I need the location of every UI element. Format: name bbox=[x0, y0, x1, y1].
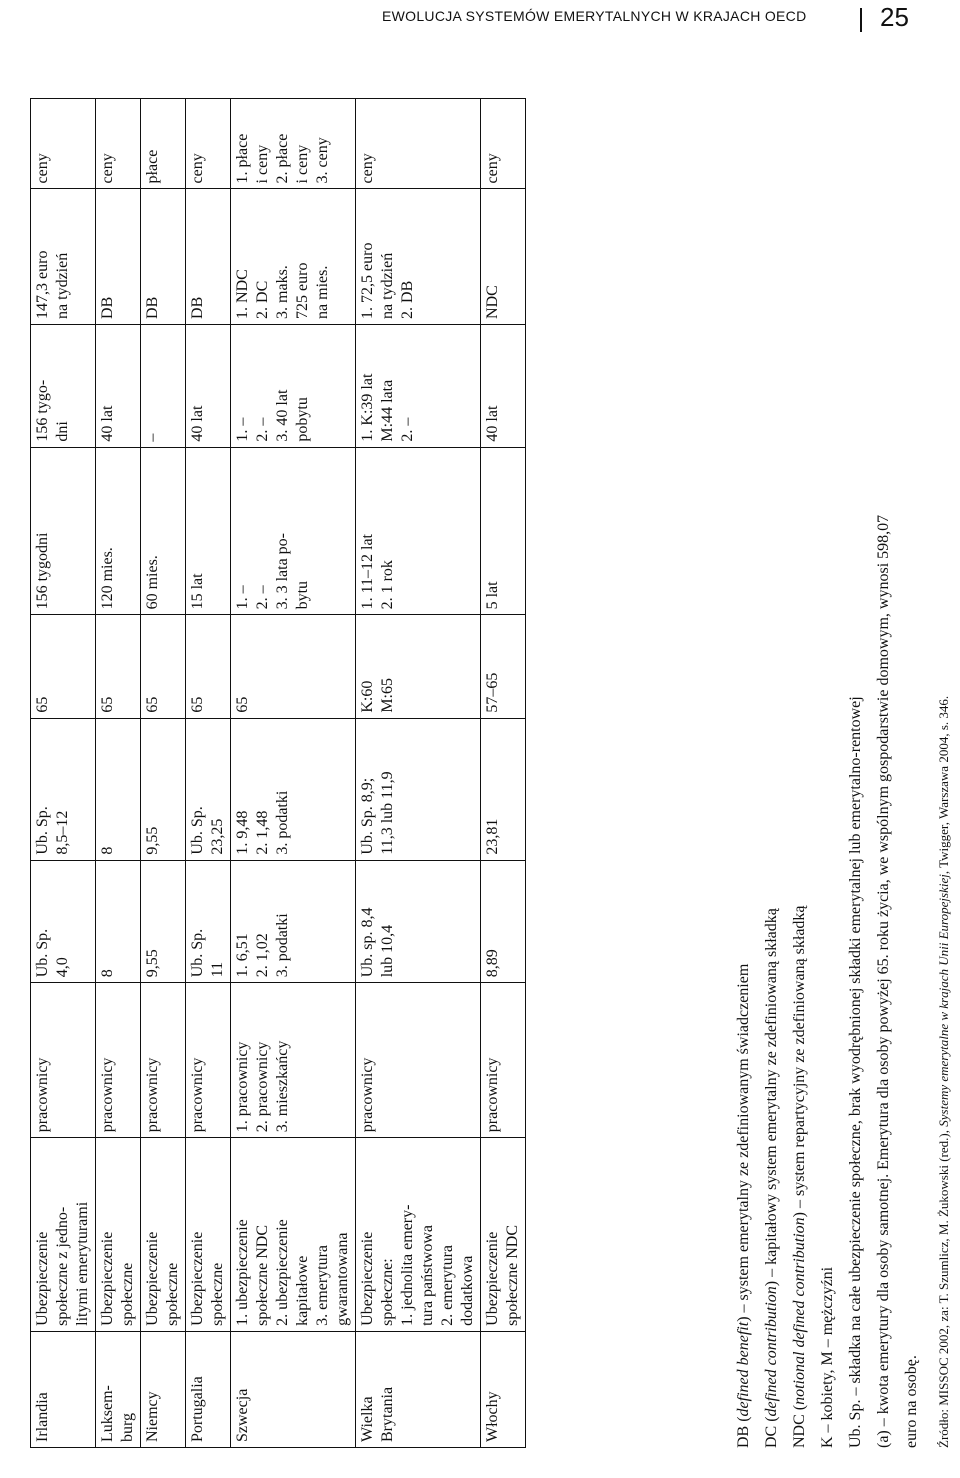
table-cell-age bbox=[31, 615, 96, 718]
cell-text: 156 tygo- bbox=[34, 379, 51, 442]
table-cell-country bbox=[96, 1331, 141, 1447]
cell-text: pracownicy bbox=[34, 1057, 51, 1133]
table-cell-country bbox=[31, 1331, 96, 1447]
cell-text: 1. pracownicy bbox=[234, 1041, 251, 1133]
cell-text: tura państwowa bbox=[419, 1224, 436, 1326]
cell-text: lub 10,4 bbox=[379, 924, 396, 978]
cell-text: 3. maks. bbox=[274, 265, 291, 319]
table-notes bbox=[730, 98, 958, 1448]
cell-text: 1. K:39 lat bbox=[359, 373, 376, 442]
cell-text: na tydzień bbox=[54, 252, 71, 319]
cell-text: społeczne NDC bbox=[504, 1224, 521, 1326]
table-cell-c1 bbox=[481, 860, 526, 983]
cell-text: społeczne: bbox=[379, 1258, 396, 1326]
cell-text: 2. 1,48 bbox=[254, 810, 271, 855]
table-cell-type bbox=[481, 1138, 526, 1332]
cell-text: Ubezpieczenie bbox=[484, 1231, 501, 1326]
table-cell-age bbox=[186, 615, 231, 718]
cell-text: 1. jednolita emery- bbox=[399, 1204, 416, 1326]
table-cell-c2 bbox=[231, 718, 356, 860]
table-row bbox=[186, 99, 231, 1448]
cell-text: pracownicy bbox=[99, 1057, 116, 1133]
cell-text: 23,81 bbox=[484, 818, 501, 855]
table-cell-age bbox=[231, 615, 356, 718]
cell-text: 2. płace bbox=[274, 133, 291, 184]
cell-text: 8,89 bbox=[484, 949, 501, 978]
cell-text: płace bbox=[144, 149, 161, 184]
cell-text: pracownicy bbox=[144, 1057, 161, 1133]
cell-text: 40 lat bbox=[484, 405, 501, 442]
cell-text: Ubezpieczenie bbox=[144, 1231, 161, 1326]
cell-text: M:65 bbox=[379, 678, 396, 713]
cell-text: 65 bbox=[189, 696, 206, 713]
cell-text: 57–65 bbox=[484, 672, 501, 713]
note-db-text: – system emerytalny ze zdefiniowanym świadczeniem bbox=[735, 963, 752, 1317]
cell-text: 3. mieszkańcy bbox=[274, 1040, 291, 1133]
cell-text: ceny bbox=[359, 153, 376, 184]
cell-text: na mies. bbox=[314, 265, 331, 319]
table-cell-c2 bbox=[481, 718, 526, 860]
table-cell-c1 bbox=[356, 860, 481, 983]
cell-text: NDC bbox=[484, 285, 501, 319]
cell-text: 3. 3 lata po- bbox=[274, 532, 291, 610]
running-header bbox=[0, 2, 960, 32]
cell-text: 147,3 euro bbox=[34, 250, 51, 319]
cell-text: pobytu bbox=[294, 397, 311, 442]
table-cell-type bbox=[231, 1138, 356, 1332]
cell-text: ceny bbox=[189, 153, 206, 184]
table-cell-index bbox=[31, 99, 96, 189]
table-cell-index bbox=[186, 99, 231, 189]
cell-text: Ub. Sp. bbox=[34, 806, 51, 855]
note-a-line2: euro na osobę. bbox=[903, 1355, 920, 1448]
cell-text: 11,3 lub 11,9 bbox=[379, 771, 396, 855]
cell-text: 120 mies. bbox=[99, 547, 116, 610]
cell-text: społeczne bbox=[209, 1262, 226, 1326]
cell-text: Ubezpieczenie bbox=[359, 1231, 376, 1326]
source-note bbox=[930, 98, 958, 1448]
cell-text: 15 lat bbox=[189, 573, 206, 610]
cell-text: 3. podatki bbox=[274, 790, 291, 855]
note-dc-term: defined contribution bbox=[763, 1286, 780, 1417]
table-cell-age bbox=[481, 615, 526, 718]
cell-text: 156 tygodni bbox=[34, 532, 51, 610]
cell-text: 11 bbox=[209, 961, 226, 978]
table-cell-p1 bbox=[96, 447, 141, 615]
cell-text: 1. 9,48 bbox=[234, 810, 251, 855]
cell-text: na tydzień bbox=[379, 252, 396, 319]
cell-text: Ub. sp. 8,4 bbox=[359, 907, 376, 978]
table-cell-p2 bbox=[356, 324, 481, 447]
note-ndc: NDC (notional defined contribution) – system repartycyjny ze zdefiniowaną składką bbox=[791, 905, 808, 1448]
table-cell-p2 bbox=[141, 324, 186, 447]
cell-text: i ceny bbox=[254, 144, 271, 184]
cell-text: 65 bbox=[234, 696, 251, 713]
note-db: DB (defined benefit) – system emerytalny ze zdefiniowanym świadczeniem bbox=[735, 963, 752, 1448]
table-cell-country bbox=[141, 1331, 186, 1447]
cell-text: 1. płace bbox=[234, 133, 251, 184]
cell-text: 2. DB bbox=[399, 280, 416, 319]
table-cell-type bbox=[31, 1138, 96, 1332]
cell-text: Luksem- bbox=[99, 1385, 116, 1442]
table-cell-form bbox=[186, 189, 231, 325]
table-cell-age bbox=[96, 615, 141, 718]
rotated-content bbox=[30, 98, 951, 1448]
note-km: K – kobiety, M – mężczyźni bbox=[819, 1266, 836, 1448]
table-cell-form bbox=[96, 189, 141, 325]
table-cell-p2 bbox=[186, 324, 231, 447]
pension-systems-table bbox=[30, 98, 526, 1448]
table-cell-payers bbox=[186, 983, 231, 1138]
cell-text: dodatkowa bbox=[459, 1255, 476, 1326]
table-cell-type bbox=[141, 1138, 186, 1332]
table-cell-p1 bbox=[31, 447, 96, 615]
cell-text: 8,5–12 bbox=[54, 810, 71, 855]
table-body bbox=[31, 99, 526, 1448]
cell-text: 40 lat bbox=[189, 405, 206, 442]
cell-text: Portugalia bbox=[189, 1376, 206, 1442]
cell-text: 2. 1 rok bbox=[379, 560, 396, 610]
table-row bbox=[141, 99, 186, 1448]
cell-text: DB bbox=[189, 296, 206, 319]
table-row bbox=[231, 99, 356, 1448]
table-cell-form bbox=[141, 189, 186, 325]
note-db-term: defined benefit bbox=[735, 1321, 752, 1417]
header-rule bbox=[860, 8, 862, 32]
table-cell-country bbox=[231, 1331, 356, 1447]
cell-text: gwarantowana bbox=[334, 1232, 351, 1326]
cell-text: 2. – bbox=[254, 417, 271, 442]
cell-text: 2. 1,02 bbox=[254, 933, 271, 978]
cell-text: społeczne z jedno- bbox=[54, 1206, 71, 1326]
cell-text: 2. – bbox=[254, 585, 271, 610]
table-cell-p2 bbox=[231, 324, 356, 447]
cell-text: społeczne bbox=[119, 1262, 136, 1326]
note-ndc-text: – system repartycyjny ze zdefiniowaną składką bbox=[791, 905, 808, 1213]
cell-text: ceny bbox=[484, 153, 501, 184]
table-cell-c1 bbox=[186, 860, 231, 983]
table-cell-form bbox=[231, 189, 356, 325]
table-cell-index bbox=[231, 99, 356, 189]
cell-text: Brytania bbox=[379, 1386, 396, 1442]
table-cell-c2 bbox=[31, 718, 96, 860]
note-ubsp: Ub. Sp. – składka na całe ubezpieczenie społeczne, brak wyodrębnionej składki emerytalnej lub emerytalno-rentowej bbox=[847, 696, 864, 1448]
cell-text: 23,25 bbox=[209, 818, 226, 855]
table-cell-c2 bbox=[186, 718, 231, 860]
table-cell-type bbox=[186, 1138, 231, 1332]
table-cell-country bbox=[481, 1331, 526, 1447]
table-cell-c1 bbox=[96, 860, 141, 983]
table-cell-p1 bbox=[141, 447, 186, 615]
cell-text: DB bbox=[99, 296, 116, 319]
cell-text: 2. emerytura bbox=[439, 1244, 456, 1326]
cell-text: 4,0 bbox=[54, 957, 71, 978]
cell-text: 40 lat bbox=[99, 405, 116, 442]
table-cell-c1 bbox=[31, 860, 96, 983]
cell-text: 8 bbox=[99, 969, 116, 978]
table-cell-c2 bbox=[141, 718, 186, 860]
cell-text: Szwecja bbox=[234, 1388, 251, 1442]
cell-text: Irlandia bbox=[34, 1392, 51, 1442]
cell-text: społeczne bbox=[164, 1262, 181, 1326]
cell-text: Ubezpieczenie bbox=[189, 1231, 206, 1326]
cell-text: 1. ubezpieczenie bbox=[234, 1219, 251, 1326]
cell-text: bytu bbox=[294, 580, 311, 610]
note-a-line1: (a) – kwota emerytury dla osoby samotnej. Emerytura dla osoby powyżej 65. roku życia, we wspólnym gospodarstwie domowym, wynosi 598,07 bbox=[875, 514, 892, 1448]
cell-text: Ub. Sp. 8,9; bbox=[359, 777, 376, 855]
cell-text: Ub. Sp. bbox=[189, 928, 206, 978]
cell-text: DB bbox=[144, 296, 161, 319]
cell-text: pracownicy bbox=[359, 1057, 376, 1133]
cell-text: społeczne NDC bbox=[254, 1224, 271, 1326]
cell-text: Niemcy bbox=[144, 1391, 161, 1442]
table-cell-c2 bbox=[96, 718, 141, 860]
cell-text: 2. DC bbox=[254, 280, 271, 319]
cell-text: 9,55 bbox=[144, 949, 161, 978]
cell-text: Wielka bbox=[359, 1396, 376, 1442]
cell-text: 725 euro bbox=[294, 262, 311, 319]
table-cell-c1 bbox=[231, 860, 356, 983]
note-ndc-term: notional defined contribution bbox=[791, 1217, 808, 1405]
source-prefix: Źródło: MISSOC 2002, za: T. Szumlicz, M. Żukowski (red.), bbox=[936, 1126, 951, 1448]
table-row bbox=[31, 99, 96, 1448]
cell-text: 2. pracownicy bbox=[254, 1041, 271, 1133]
table-cell-country bbox=[356, 1331, 481, 1447]
cell-text: 1. NDC bbox=[234, 269, 251, 319]
cell-text: Ub. Sp. bbox=[34, 928, 51, 978]
cell-text: pracownicy bbox=[189, 1057, 206, 1133]
table-cell-p2 bbox=[31, 324, 96, 447]
cell-text: 8 bbox=[99, 846, 116, 855]
table-cell-type bbox=[96, 1138, 141, 1332]
cell-text: 3. ceny bbox=[314, 137, 331, 184]
cell-text: ceny bbox=[99, 153, 116, 184]
page-number: 25 bbox=[880, 2, 909, 32]
cell-text: 1. – bbox=[234, 585, 251, 610]
table-cell-payers bbox=[481, 983, 526, 1138]
cell-text: i ceny bbox=[294, 144, 311, 184]
table-cell-p1 bbox=[186, 447, 231, 615]
cell-text: 65 bbox=[144, 696, 161, 713]
table-cell-index bbox=[481, 99, 526, 189]
table-cell-index bbox=[96, 99, 141, 189]
table-cell-payers bbox=[141, 983, 186, 1138]
cell-text: M:44 lata bbox=[379, 379, 396, 442]
cell-text: burg bbox=[119, 1412, 136, 1442]
table-cell-form bbox=[31, 189, 96, 325]
cell-text: 1. – bbox=[234, 417, 251, 442]
table-row bbox=[481, 99, 526, 1448]
table-cell-payers bbox=[356, 983, 481, 1138]
note-dc: DC (defined contribution) – kapitałowy system emerytalny ze zdefiniowaną składką bbox=[763, 908, 780, 1448]
cell-text: 1. 6,51 bbox=[234, 933, 251, 978]
cell-text: litymi emeryturami bbox=[74, 1201, 91, 1326]
table-row bbox=[356, 99, 481, 1448]
table-cell-payers bbox=[31, 983, 96, 1138]
cell-text: 9,55 bbox=[144, 826, 161, 855]
cell-text: ceny bbox=[34, 153, 51, 184]
table-cell-p2 bbox=[481, 324, 526, 447]
table-cell-p1 bbox=[481, 447, 526, 615]
table-cell-form bbox=[356, 189, 481, 325]
cell-text: 2. – bbox=[399, 417, 416, 442]
cell-text: – bbox=[144, 433, 161, 442]
cell-text: Ubezpieczenie bbox=[34, 1231, 51, 1326]
cell-text: K:60 bbox=[359, 680, 376, 713]
cell-text: Włochy bbox=[484, 1391, 501, 1442]
table-cell-p1 bbox=[231, 447, 356, 615]
table-cell-type bbox=[356, 1138, 481, 1332]
cell-text: 60 mies. bbox=[144, 555, 161, 610]
table-row bbox=[96, 99, 141, 1448]
table-cell-country bbox=[186, 1331, 231, 1447]
cell-text: pracownicy bbox=[484, 1057, 501, 1133]
cell-text: Ubezpieczenie bbox=[99, 1231, 116, 1326]
cell-text: 1. 72,5 euro bbox=[359, 242, 376, 319]
table-cell-age bbox=[356, 615, 481, 718]
note-dc-text: – kapitałowy system emerytalny ze zdefiniowaną składką bbox=[763, 908, 780, 1281]
table-cell-index bbox=[141, 99, 186, 189]
table-cell-index bbox=[356, 99, 481, 189]
cell-text: 3. podatki bbox=[274, 913, 291, 978]
table-cell-age bbox=[141, 615, 186, 718]
cell-text: kapitałowe bbox=[294, 1255, 311, 1326]
cell-text: dni bbox=[54, 421, 71, 442]
table-cell-payers bbox=[96, 983, 141, 1138]
cell-text: 3. 40 lat bbox=[274, 389, 291, 442]
table-cell-c1 bbox=[141, 860, 186, 983]
source-title: Systemy emerytalne w krajach Unii Europejskiej bbox=[936, 874, 951, 1127]
table-cell-form bbox=[481, 189, 526, 325]
cell-text: 5 lat bbox=[484, 581, 501, 610]
table-cell-p1 bbox=[356, 447, 481, 615]
cell-text: 65 bbox=[34, 696, 51, 713]
cell-text: 65 bbox=[99, 696, 116, 713]
source-suffix: , Twigger, Warszawa 2004, s. 346. bbox=[936, 695, 951, 875]
cell-text: 1. 11–12 lat bbox=[359, 534, 376, 610]
cell-text: 3. emerytura bbox=[314, 1244, 331, 1326]
cell-text: Ub. Sp. bbox=[189, 806, 206, 855]
table-cell-payers bbox=[231, 983, 356, 1138]
table-cell-c2 bbox=[356, 718, 481, 860]
table-cell-p2 bbox=[96, 324, 141, 447]
cell-text: 2. ubezpieczenie bbox=[274, 1219, 291, 1326]
running-title: EWOLUCJA SYSTEMÓW EMERYTALNYCH W KRAJACH OECD bbox=[382, 8, 807, 24]
